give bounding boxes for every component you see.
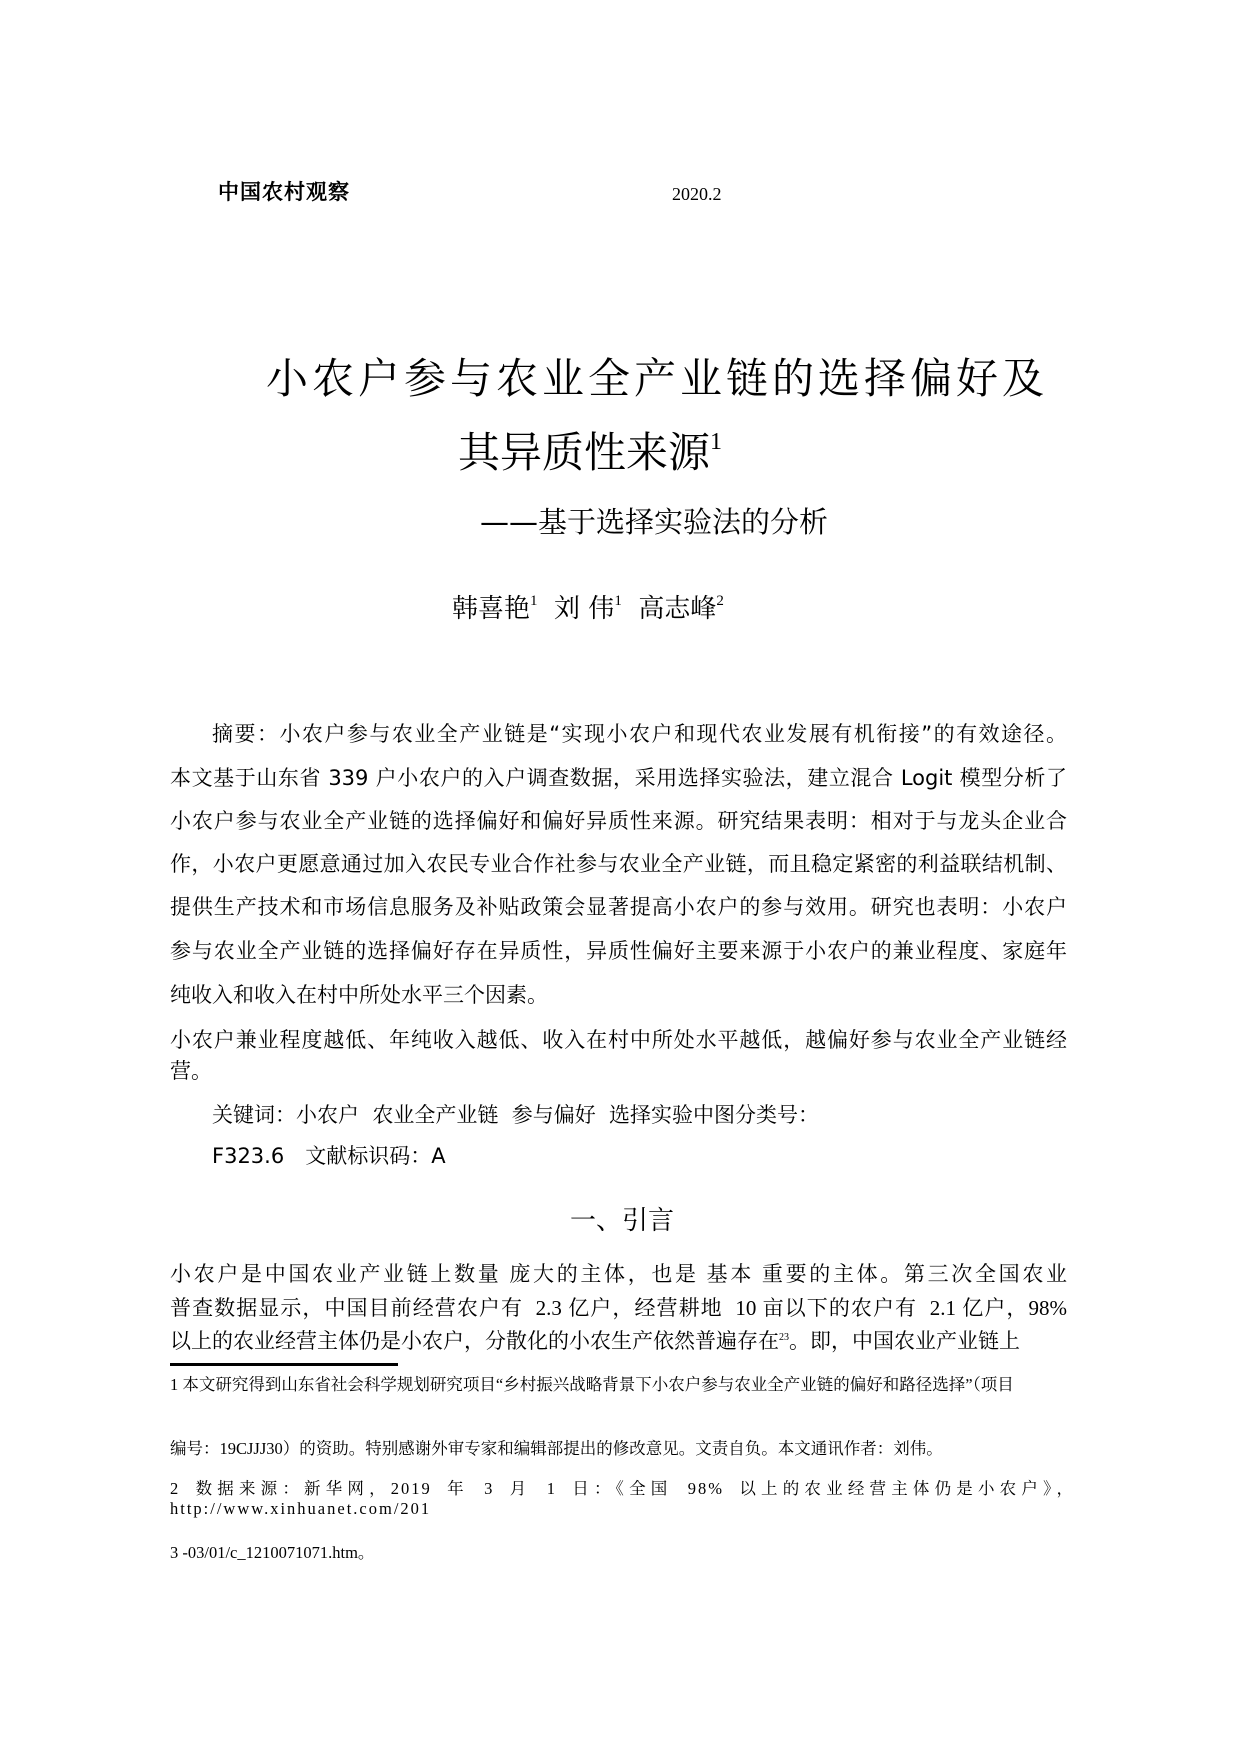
classification-code: F323.6 文献标识码：A	[212, 1144, 446, 1168]
author-name: 韩喜艳	[452, 594, 531, 624]
paper-title-line-2	[458, 420, 722, 480]
keywords: 关键词：小农户 农业全产业链 参与偏好 选择实验中图分类号：	[212, 1103, 820, 1127]
title-footnote-mark[interactable]: 1	[710, 429, 723, 455]
body-line: 普查数据显示，中国目前经营农户有 2.3 亿户，经营耕地 10 亩以下的农户有 2.1 亿户，98%	[170, 1296, 1067, 1320]
author-list	[452, 588, 724, 625]
body-line: 小农户是中国农业产业链上数量 庞大的主体，也是 基本 重要的主体。第三次全国农业	[170, 1262, 1067, 1286]
author-affiliation: 2	[716, 593, 724, 609]
body-text: 以上的农业经营主体仍是小农户，分散化的小农生产依然普遍存在	[170, 1329, 779, 1353]
author-name: 刘 伟	[554, 594, 615, 624]
abstract-line: 作，小农户更愿意通过加入农民专业合作社参与农业全产业链，而且稳定紧密的利益联结机制、	[170, 852, 1067, 876]
author-affiliation: 1	[614, 593, 622, 609]
paper-title-line-1: 小农户参与农业全产业链的选择偏好及	[266, 354, 1044, 403]
paper-subtitle: ——基于选择实验法的分析	[480, 505, 829, 539]
body-line	[170, 1325, 1067, 1355]
citation-mark[interactable]: 23	[779, 1332, 789, 1343]
abstract-line: 纯收入和收入在村中所处水平三个因素。	[170, 983, 548, 1007]
abstract-line: 摘要：小农户参与农业全产业链是“实现小农户和现代农业发展有机衔接”的有效途径。	[212, 722, 1067, 746]
body-text: 。即，中国农业产业链上	[789, 1329, 1020, 1353]
footnote-divider	[170, 1363, 398, 1366]
title-text: 其异质性来源	[458, 428, 711, 477]
abstract-line: 小农户兼业程度越低、年纯收入越低、收入在村中所处水平越低，越偏好参与农业全产业链经	[170, 1028, 1067, 1052]
abstract-line: 本文基于山东省 339 户小农户的入户调查数据，采用选择实验法，建立混合 Logit 模型分析了	[170, 766, 1067, 790]
footnote-1: 1 本文研究得到山东省社会科学规划研究项目“乡村振兴战略背景下小农户参与农业全产业链的偏好和路径选择”（项目	[170, 1375, 1014, 1394]
footnote-2-continued: 3 -03/01/c_1210071071.htm。	[170, 1543, 375, 1562]
section-heading: 一、引言	[570, 1206, 675, 1236]
journal-logo: 中国农村观察	[218, 180, 350, 204]
abstract-line: 参与农业全产业链的选择偏好存在异质性，异质性偏好主要来源于小农户的兼业程度、家庭年	[170, 939, 1067, 963]
author-name: 高志峰	[638, 594, 717, 624]
footnote-2: 2 数据来源：新华网，2019 年 3 月 1 日：《全国 98% 以上的农业经营主体仍是小农户》，http://www.xinhuanet.com/201	[170, 1479, 1075, 1518]
abstract-line: 提供生产技术和市场信息服务及补贴政策会显著提高小农户的参与效用。研究也表明：小农户	[170, 895, 1067, 919]
author-affiliation: 1	[530, 593, 538, 609]
abstract-line: 营。	[170, 1059, 212, 1083]
issue-number: 2020.2	[672, 184, 722, 204]
footnote-1-continued: 编号：19CJJJ30）的资助。特别感谢外审专家和编辑部提出的修改意见。文责自负。本文通讯作者：刘伟。	[170, 1439, 943, 1458]
abstract-line: 小农户参与农业全产业链的选择偏好和偏好异质性来源。研究结果表明：相对于与龙头企业合	[170, 809, 1067, 833]
